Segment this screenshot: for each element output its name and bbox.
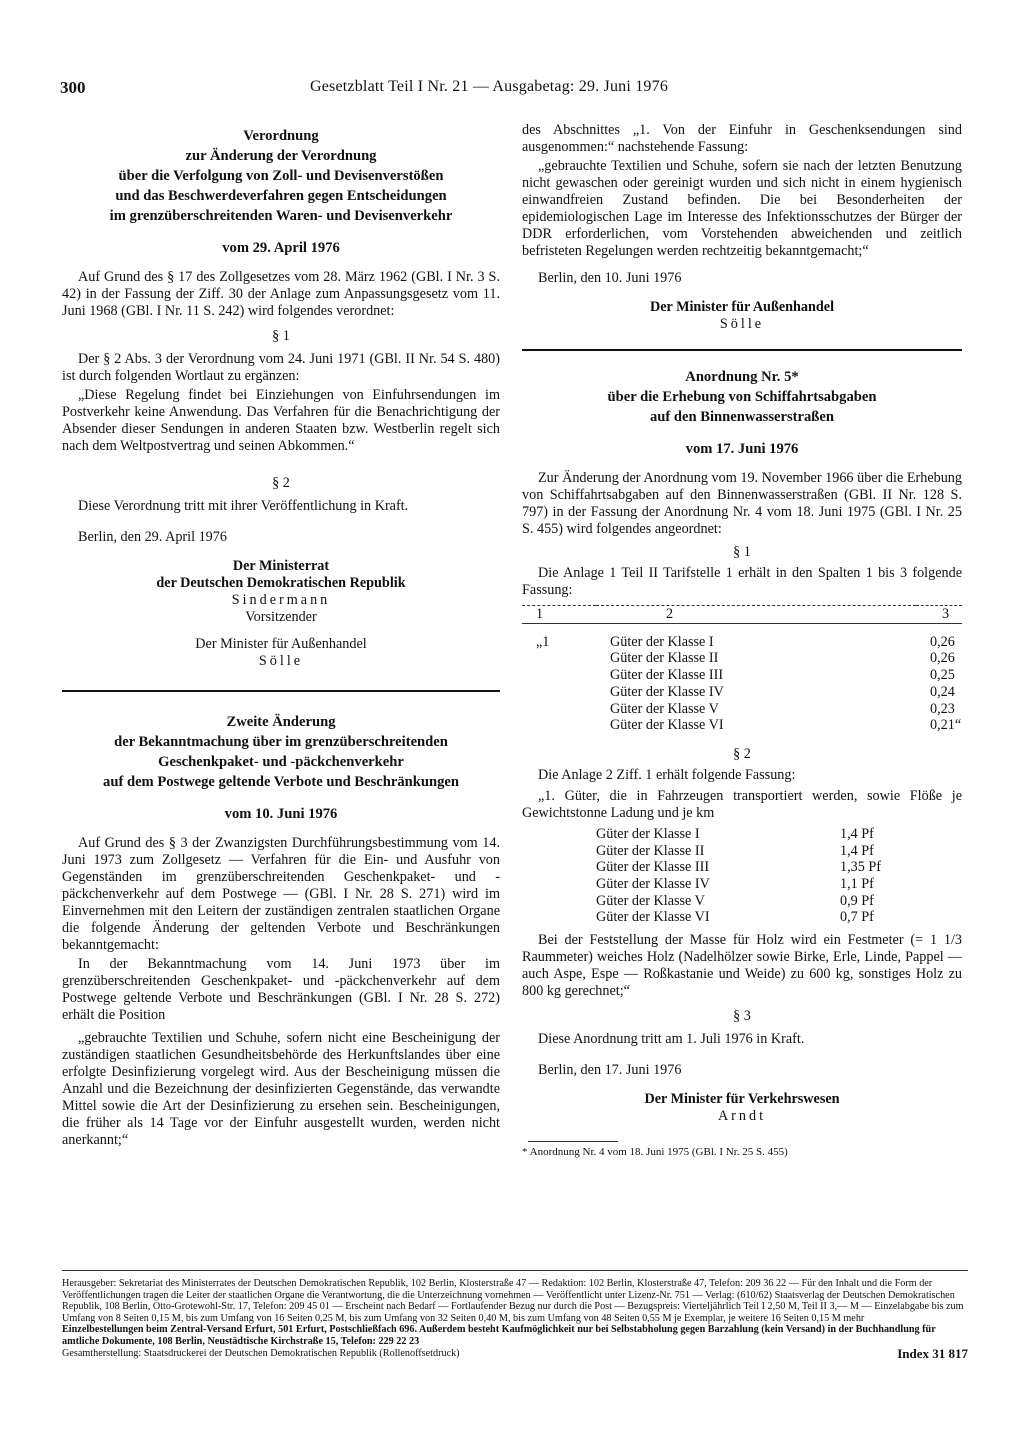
table-cell (522, 650, 596, 667)
table-row (522, 667, 962, 684)
section-divider (62, 690, 500, 692)
table-cell (522, 701, 596, 718)
order-title-line: über die Erhebung von Schiffahrtsabgaben (607, 389, 877, 405)
table-cell: Güter der Klasse III (596, 859, 710, 876)
item-text: „1. Güter, die in Fahrzeugen transportiert werden, sowie Flöße je Gewichtstonne Ladung und je km (522, 787, 962, 821)
imprint-printer: Gesamtherstellung: Staatsdruckerei der Deutschen Demokratischen Republik (Rollenoffsetdruck) (62, 1347, 460, 1359)
signatory-name: Arndt (717, 1108, 767, 1125)
quoted-text: „gebrauchte Textilien und Schuhe, sofern sie nach der letzten Benutzung nicht gewaschen oder gereinigt wurden und sich nicht in einem hygienisch einwandfreien Zustand befinden. Die bei Besonderheiten der epidemiologischen Lage im Interesse des Infektionsschutzes der Bürger der DDR erforderlichen, vom Vorstehenden abweichenden und zeitlich befristeten Regelungen werden rechtzeitig bekanntgemacht;“ (522, 158, 962, 259)
gazette-header-title: Gesetzblatt Teil I Nr. 21 — Ausgabetag: 29. Juni 1976 (310, 78, 669, 95)
announcement-date: vom 10. Juni 1976 (224, 806, 338, 822)
table-cell: 0,23 (930, 700, 955, 717)
signatory-role: Der Minister für Außenhandel (195, 636, 367, 652)
announcement-title-line: der Bekanntmachung über im grenzüberschreitenden (114, 734, 448, 750)
place-date: Berlin, den 10. Juni 1976 (538, 270, 682, 286)
paragraph-sign: § 3 (733, 1008, 751, 1025)
paragraph-text: Die Anlage 1 Teil II Tarifstelle 1 erhält in den Spalten 1 bis 3 folgende Fassung: (522, 565, 962, 598)
table-cell (522, 717, 596, 734)
table-header-cell: 3 (916, 606, 962, 624)
order-title-line: Anordnung Nr. 5* (685, 369, 799, 385)
decree-intro: Auf Grund des § 17 des Zollgesetzes vom 28. März 1962 (GBl. I Nr. 3 S. 42) in der Fassung der Ziff. 30 der Anlage zum Anpassungsgesetz vom 11. Juni 1968 (GBl. I Nr. 11 S. 242) wird folgendes verordnet: (62, 269, 500, 319)
paragraph-sign: § 2 (733, 745, 751, 762)
decree-title-line: Verordnung (243, 128, 319, 144)
table-row (522, 859, 962, 876)
table-cell: 1,1 Pf (840, 876, 874, 893)
table-header-cell: 1 (522, 606, 596, 624)
quoted-text: „Diese Regelung findet bei Einziehungen von Einfuhrsendungen im Postverkehr keine Anwendung. Das Verfahren für die Benachrichtigung der Absender dieser Sendungen in anderen Staaten bzw. Westberlin regelt sich nach dem Weltpostvertrag und seinen Abkommen.“ (62, 387, 500, 454)
section-divider (522, 349, 962, 351)
page-number: 300 (60, 78, 86, 97)
table-cell: Güter der Klasse IV (610, 683, 724, 700)
table-cell: 0,21“ (930, 717, 962, 734)
signatory-role: Vorsitzender (245, 609, 317, 625)
table-row (522, 826, 962, 843)
signatory-org: Der Minister für Außenhandel (649, 299, 835, 315)
signatory-name: Sindermann (231, 592, 331, 608)
table-row (522, 876, 962, 893)
signatory-name: Sölle (719, 316, 765, 332)
table-cell: 0,26 (930, 650, 955, 667)
index-number: Index 31 817 (897, 1345, 968, 1361)
table-cell: 1,35 Pf (840, 859, 881, 876)
table-cell: Güter der Klasse I (596, 825, 700, 842)
table-cell: 1,4 Pf (840, 825, 874, 842)
table-cell: Güter der Klasse IV (596, 876, 710, 893)
table-cell: 0,9 Pf (840, 892, 874, 909)
decree-title-line: im grenzüberschreitenden Waren- und Devisenverkehr (109, 208, 453, 224)
table-row (522, 650, 962, 667)
decree-title (62, 126, 500, 226)
table-cell: 0,7 Pf (840, 909, 874, 926)
imprint-divider (62, 1270, 968, 1271)
table-cell: Güter der Klasse VI (596, 909, 710, 926)
continued-text: des Abschnittes „1. Von der Einfuhr in Geschenksendungen sind ausgenommen:“ nachstehende Fassung: (522, 122, 962, 155)
order-title-line: auf den Binnenwasserstraßen (649, 409, 835, 425)
order-date: vom 17. Juni 1976 (685, 441, 799, 457)
right-column (522, 122, 962, 1161)
place-date: Berlin, den 29. April 1976 (78, 529, 227, 545)
paragraph-text: Der § 2 Abs. 3 der Verordnung vom 24. Juni 1971 (GBl. II Nr. 54 S. 480) ist durch folgenden Wortlaut zu ergänzen: (62, 351, 500, 384)
table-cell (522, 667, 596, 684)
left-column (62, 122, 500, 1149)
table-cell: 0,25 (930, 667, 955, 684)
signatory-org: Der Ministerrat (232, 558, 330, 574)
paragraph-text: Diese Verordnung tritt mit ihrer Veröffentlichung in Kraft. (78, 498, 409, 514)
paragraph-text: Diese Anordnung tritt am 1. Juli 1976 in Kraft. (538, 1031, 805, 1048)
paragraph-sign: § 1 (272, 328, 290, 344)
signatory-org: Der Minister für Verkehrswesen (644, 1091, 840, 1108)
table-cell: 0,24 (930, 683, 955, 700)
table-cell: Güter der Klasse VI (610, 717, 724, 734)
imprint-ordering: Einzelbestellungen beim Zentral-Versand Erfurt, 501 Erfurt, Postschließfach 696. Außerdem besteht Kaufmöglichkeit nur bei Selbstabholung gegen Barzahlung (kein Versand) in der Buchhandlung für amtliche Dokumente, 108 Berlin, Neustädtische Kirchstraße 15, Telefon: 229 22 23 (62, 1324, 936, 1347)
paragraph-text: Die Anlage 2 Ziff. 1 erhält folgende Fassung: (538, 766, 796, 783)
decree-title-line: über die Verfolgung von Zoll- und Devisenverstößen (118, 168, 444, 184)
announcement-title-line: auf dem Postwege geltende Verbote und Beschränkungen (103, 774, 459, 790)
table-cell: 0,26 (930, 633, 955, 650)
order-intro: Zur Änderung der Anordnung vom 19. November 1966 über die Erhebung von Schiffahrtsabgaben auf den Binnenwasserstraßen (GBl. II Nr. 128 S. 797) in der Fassung der Anordnung Nr. 4 vom 18. Juni 1975 (GBl. I Nr. 25 S. 455) wird folgendes angeordnet: (522, 470, 962, 537)
announcement-text: In der Bekanntmachung vom 14. Juni 1973 über im grenzüberschreitenden Geschenkpaket- und -päckchenverkehr auf dem Postwege geltende Verbote und Beschränkungen (GBl. I Nr. 28 S. 272) erhält die Position (62, 956, 500, 1023)
decree-date: vom 29. April 1976 (222, 240, 340, 256)
quoted-text: „gebrauchte Textilien und Schuhe, sofern nicht eine Bescheinigung der zuständigen staatlichen Gesundheitsbehörde des Herkunftslandes über eine erfolgte Desinfizierung vorgelegt wird. Aus der Bescheinigung müssen die Anzahl und die Bezeichnung der desinfizierten Gegenstände, das verwandte Mittel sowie die Art der Desinfizierung zu ersehen sein. Bescheinigungen, die früher als 14 Tage vor der Einfuhr ausgestellt wurden, werden nicht anerkannt;“ (62, 1030, 500, 1148)
footnote: * Anordnung Nr. 4 vom 18. Juni 1975 (GBl. I Nr. 25 S. 455) (522, 1146, 788, 1159)
announcement-title-line: Geschenkpaket- und -päckchenverkehr (158, 754, 404, 770)
announcement-intro: Auf Grund des § 3 der Zwanzigsten Durchführungsbestimmung vom 14. Juni 1973 zum Zollgesetz — Verfahren für die Ein- und Ausfuhr von Gegenständen im grenzüberschreitenden Geschenkpaket- und -päckchenverkehr auf dem Postwege — (GBl. I Nr. 28 S. 271) wird im Einvernehmen mit den Leitern der zuständigen zentralen staatlichen Organe die folgende Änderung der geltenden Verbote und Beschränkungen bekanntgemacht: (62, 835, 500, 953)
table-cell: Güter der Klasse V (596, 892, 705, 909)
table-row (522, 909, 962, 926)
table-cell: Güter der Klasse II (596, 842, 705, 859)
imprint (62, 1278, 968, 1359)
announcement-title-line: Zweite Änderung (226, 714, 336, 730)
table-cell: Güter der Klasse III (610, 667, 724, 684)
table-cell: „1 (536, 633, 550, 650)
announcement-title (62, 712, 500, 792)
table-cell (522, 684, 596, 701)
place-date: Berlin, den 17. Juni 1976 (538, 1062, 682, 1079)
footnote-divider (528, 1141, 618, 1142)
page-header (60, 78, 970, 102)
table-cell: 1,4 Pf (840, 842, 874, 859)
paragraph-sign: § 1 (733, 544, 751, 560)
table-header-cell: 2 (596, 606, 916, 624)
table-row (522, 843, 962, 860)
table-cell: Güter der Klasse II (610, 650, 719, 667)
table-row (522, 684, 962, 701)
tariff-table (522, 605, 962, 734)
decree-title-line: und das Beschwerdeverfahren gegen Entscheidungen (115, 188, 447, 204)
order-title (522, 367, 962, 427)
signatory-name: Sölle (258, 653, 304, 669)
paragraph-text: Bei der Feststellung der Masse für Holz wird ein Festmeter (= 1 1/3 Raummeter) weiches Holz (Nadelhölzer sowie Birke, Erle, Linde, Pappel — auch Aspe, Espe — Roßkastanie und Weide) zu 600 kg, sonstiges Holz zu 800 kg gerechnet;“ (522, 932, 962, 1000)
table-row (522, 717, 962, 734)
imprint-publisher: Herausgeber: Sekretariat des Ministerrates der Deutschen Demokratischen Republik, 102 Berlin, Klosterstraße 47 — Redaktion: 102 Berlin, Klosterstraße 47, Telefon: 209 36 22 — Für den Inhalt und die Form der Veröffentlichungen tragen die Leiter der staatlichen Organe die Verantwortung, die die Unterzeichnung vornehmen — Veröffentlicht unter Lizenz-Nr. 751 — Verlag: (610/62) Staatsverlag der Deutschen Demokratischen Republik, 108 Berlin, Otto-Grotewohl-Str. 17, Telefon: 209 45 01 — Erscheint nach Bedarf — Fortlaufender Bezug nur durch die Post — Bezugspreis: Vierteljährlich Teil I 2,50 M, Teil II 3,— M — Einzelabgabe bis zum Umfang von 8 Seiten 0,15 M, bis zum Umfang von 16 Seiten 0,25 M, bis zum Umfang von 32 Seiten 0,40 M, bis zum Umfang von 48 Seiten 0,55 M je Exemplar, je weitere 16 Seiten 0,15 M mehr (62, 1278, 964, 1324)
tariff-table-header (522, 606, 962, 624)
decree-title-line: zur Änderung der Verordnung (185, 148, 377, 164)
table-row (522, 701, 962, 718)
table-row (522, 634, 962, 651)
paragraph-sign: § 2 (272, 475, 290, 491)
rates-table (522, 826, 962, 926)
table-cell: Güter der Klasse V (610, 700, 719, 717)
table-row (522, 893, 962, 910)
table-cell: Güter der Klasse I (610, 633, 714, 650)
signatory-org: der Deutschen Demokratischen Republik (156, 575, 406, 591)
